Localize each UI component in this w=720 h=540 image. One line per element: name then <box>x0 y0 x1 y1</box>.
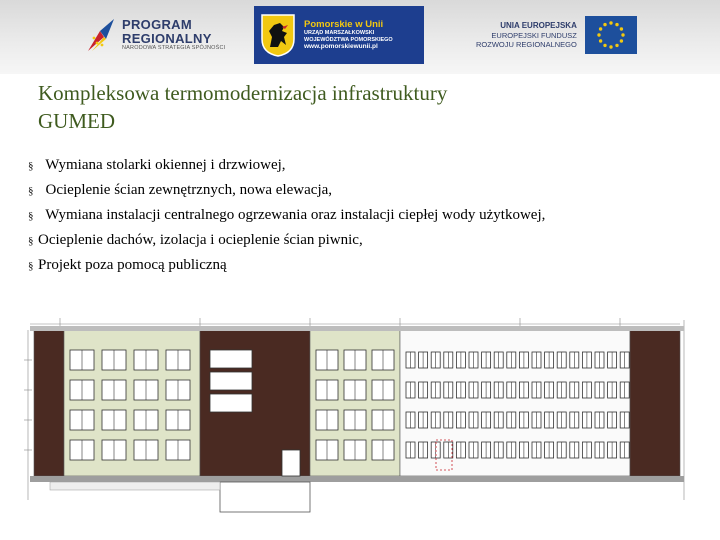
eu-logo-line3: ROZWOJU REGIONALNEGO <box>476 39 577 49</box>
bullet-text: Wymiana stolarki okiennej i drzwiowej, <box>45 157 286 173</box>
bullet-marker-icon: § <box>28 160 34 172</box>
program-regionalny-logo <box>86 12 225 58</box>
pomorskie-logo-line2: URZĄD MARSZAŁKOWSKI <box>304 30 375 37</box>
program-logo-line2: REGIONALNY <box>122 31 212 47</box>
eu-logo-line2: EUROPEJSKI FUNDUSZ <box>491 30 577 40</box>
ground-plinth <box>30 476 684 482</box>
slide-title-line2: GUMED <box>38 109 115 133</box>
facade-wing-right-brown <box>630 330 680 476</box>
pomorskie-logo-line3: WOJEWÓDZTWA POMORSKIEGO <box>304 36 393 43</box>
program-logo-line3: NARODOWA STRATEGIA SPÓJNOŚCI <box>122 44 226 51</box>
logo-banner <box>0 0 720 74</box>
list-item <box>28 253 545 278</box>
roof-edge <box>30 326 684 331</box>
bullet-marker-icon: § <box>28 235 34 247</box>
window-stair-2 <box>210 394 252 412</box>
pomorskie-w-unii-logo <box>254 6 424 64</box>
window-stair-1 <box>210 372 252 390</box>
program-logo-line1: PROGRAM <box>122 17 192 33</box>
bullet-text: Projekt poza pomocą publiczną <box>38 257 227 273</box>
pomorskie-logo-url: www.pomorskiewunii.pl <box>304 43 378 51</box>
program-regionalny-star-icon <box>86 17 116 53</box>
list-item <box>28 228 545 253</box>
bullet-text: Ocieplenie ścian zewnętrznych, nowa elewacja, <box>45 182 333 198</box>
slide-title-line1: Kompleksowa termomodernizacja infrastruktury <box>38 81 448 105</box>
bullet-text: Wymiana instalacji centralnego ogrzewania oraz instalacji ciepłej wody użytkowej, <box>45 207 546 223</box>
list-item <box>28 203 545 228</box>
bullet-marker-icon: § <box>28 210 34 222</box>
pomorskie-griffin-shield-icon <box>260 13 296 57</box>
left-terrace <box>50 482 220 490</box>
list-item <box>28 178 545 203</box>
facade-wing-left-brown <box>34 330 64 476</box>
basement-stair-section <box>220 482 310 512</box>
pomorskie-logo-title: Pomorskie w Unii <box>304 18 384 30</box>
list-item <box>28 153 545 178</box>
bullet-marker-icon: § <box>28 185 34 197</box>
bullet-list <box>28 153 545 278</box>
bullet-marker-icon: § <box>28 260 34 272</box>
window-stair-0 <box>210 350 252 368</box>
building-facade-drawing <box>20 300 700 526</box>
bullet-text: Ocieplenie dachów, izolacja i ocieplenie ścian piwnic, <box>38 232 363 248</box>
entrance-door <box>282 450 300 476</box>
eu-logo-line1: UNIA EUROPEJSKA <box>500 21 577 31</box>
eu-logo <box>476 12 637 58</box>
eu-flag-icon <box>585 16 637 54</box>
slide-title <box>38 79 678 135</box>
